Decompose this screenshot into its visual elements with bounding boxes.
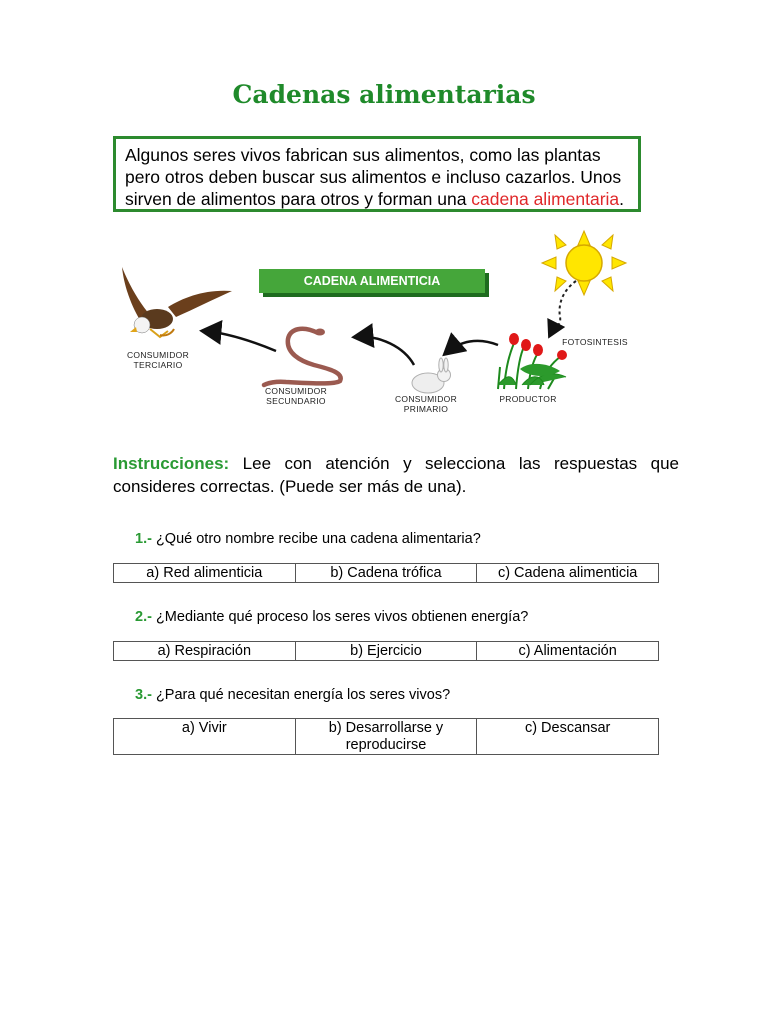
label-text: CONSUMIDOR xyxy=(264,386,328,396)
question-number: 1.- xyxy=(135,531,152,547)
question-2 xyxy=(135,609,528,625)
label-secondary-consumer xyxy=(256,386,336,406)
intro-line-2: pero otros deben buscar sus alimentos e incluso cazarlos. Unos xyxy=(125,167,622,187)
options-table-2 xyxy=(113,641,659,661)
snake-icon xyxy=(264,329,341,386)
option-a[interactable]: a) Respiración xyxy=(114,642,296,661)
diagram-banner: CADENA ALIMENTICIA xyxy=(259,269,485,293)
intro-line-3-text: sirven de alimentos para otros y forman una xyxy=(125,189,472,209)
option-c[interactable]: c) Cadena alimenticia xyxy=(477,564,659,583)
photosynthesis-arrow xyxy=(550,281,576,335)
option-b[interactable]: b) Ejercicio xyxy=(295,642,477,661)
question-text: ¿Mediante qué proceso los seres vivos obtienen energía? xyxy=(151,609,529,625)
question-number: 3.- xyxy=(135,687,152,703)
page-title: Cadenas alimentarias xyxy=(232,80,536,109)
label-text: SECUNDARIO xyxy=(266,396,326,406)
intro-highlight: cadena alimentaria xyxy=(471,189,620,209)
sun-icon xyxy=(542,231,626,295)
diagram-art xyxy=(0,225,768,430)
question-3 xyxy=(135,687,450,703)
label-tertiary-consumer xyxy=(118,350,198,370)
arrow-secondary-to-tertiary xyxy=(204,331,276,351)
label-text: CONSUMIDOR xyxy=(126,350,190,360)
intro-line-1: Algunos seres vivos fabrican sus alimentos, como las plantas xyxy=(125,145,601,165)
question-text: ¿Qué otro nombre recibe una cadena alimentaria? xyxy=(151,531,481,547)
option-b[interactable]: b) Desarrollarse y reproducirse xyxy=(295,719,477,755)
label-producer: PRODUCTOR xyxy=(499,394,557,404)
label-photosynthesis: FOTOSINTESIS xyxy=(562,337,628,347)
rabbit-icon xyxy=(412,358,451,393)
label-text: CONSUMIDOR xyxy=(394,394,458,404)
intro-line-3-end: . xyxy=(619,189,625,209)
options-table-3 xyxy=(113,718,659,755)
option-b[interactable]: b) Cadena trófica xyxy=(295,564,477,583)
instructions-lead: Instrucciones: xyxy=(113,454,230,473)
food-chain-diagram xyxy=(0,225,768,430)
option-a[interactable]: a) Red alimenticia xyxy=(114,564,296,583)
instructions-text: Lee con atención y selecciona las respuestas que consideres correctas. (Puede ser más de una). xyxy=(113,454,679,496)
option-c[interactable]: c) Descansar xyxy=(477,719,659,755)
label-text: PRIMARIO xyxy=(403,404,449,414)
question-text: ¿Para qué necesitan energía los seres vivos? xyxy=(151,687,451,703)
instructions xyxy=(113,452,679,498)
option-c[interactable]: c) Alimentación xyxy=(477,642,659,661)
eagle-icon xyxy=(122,267,232,337)
question-1 xyxy=(135,531,481,547)
intro-box xyxy=(113,136,641,212)
option-a[interactable]: a) Vivir xyxy=(114,719,296,755)
arrow-producer-to-primary xyxy=(446,341,498,353)
question-number: 2.- xyxy=(135,609,152,625)
label-primary-consumer xyxy=(386,394,466,414)
options-table-1 xyxy=(113,563,659,583)
label-text: TERCIARIO xyxy=(133,360,183,370)
arrow-primary-to-secondary xyxy=(356,337,414,365)
intro-line-3 xyxy=(125,188,629,210)
